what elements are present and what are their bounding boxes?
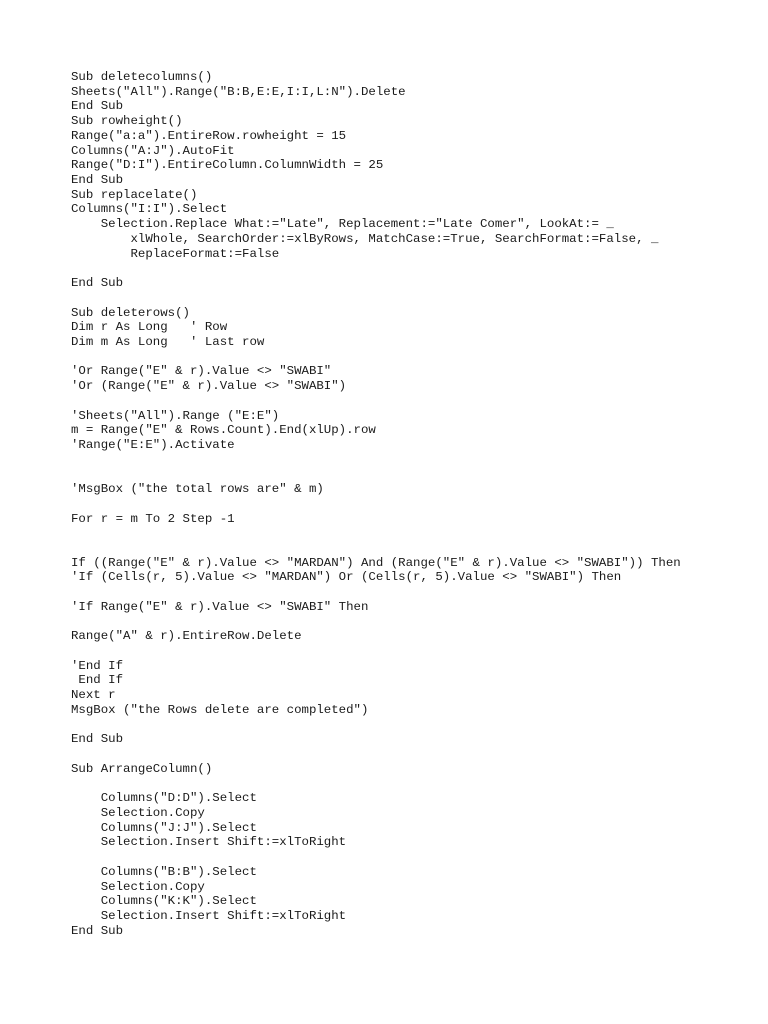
code-line: 'Range("E:E").Activate: [71, 437, 235, 452]
vba-code-listing: [71, 70, 681, 938]
code-line: 'Sheets("All").Range ("E:E"): [71, 408, 280, 423]
code-line: 'Or Range("E" & r).Value <> "SWABI": [71, 364, 332, 379]
code-line: [71, 394, 681, 409]
code-line: [71, 350, 681, 365]
code-line: End Sub: [71, 99, 124, 114]
code-line: End Sub: [71, 732, 124, 747]
code-line: [71, 541, 681, 556]
code-line: Range("A" & r).EntireRow.Delete: [71, 629, 302, 644]
code-line: Dim m As Long ' Last row: [71, 334, 265, 349]
code-line: [71, 718, 681, 733]
code-line: Columns("B:B").Select: [71, 864, 257, 879]
code-line: MsgBox ("the Rows delete are completed"): [71, 702, 369, 717]
code-line: [71, 467, 681, 482]
code-line: Sub replacelate(): [71, 187, 198, 202]
code-line: End Sub: [71, 173, 124, 188]
code-line: End Sub: [71, 276, 124, 291]
code-line: Sheets("All").Range("B:B,E:E,I:I,L:N").Delete: [71, 84, 406, 99]
code-line: 'MsgBox ("the total rows are" & m): [71, 482, 324, 497]
code-line: [71, 261, 681, 276]
code-line: Columns("D:D").Select: [71, 791, 257, 806]
code-line: End If: [71, 673, 124, 688]
code-line: Range("D:I").EntireColumn.ColumnWidth = 25: [71, 158, 384, 173]
code-line: Columns("K:K").Select: [71, 894, 257, 909]
code-line: Columns("I:I").Select: [71, 202, 228, 217]
code-line: For r = m To 2 Step -1: [71, 511, 235, 526]
code-line: Sub ArrangeColumn(): [71, 761, 213, 776]
code-line: If ((Range("E" & r).Value <> "MARDAN") And (Range("E" & r).Value <> "SWABI")) Then: [71, 555, 681, 570]
code-line: End Sub: [71, 923, 124, 938]
code-line: [71, 526, 681, 541]
code-line: [71, 747, 681, 762]
code-line: Selection.Copy: [71, 805, 205, 820]
code-line: Selection.Insert Shift:=xlToRight: [71, 835, 347, 850]
code-line: [71, 850, 681, 865]
code-line: [71, 453, 681, 468]
code-line: ReplaceFormat:=False: [71, 246, 280, 261]
code-line: Sub rowheight(): [71, 114, 183, 129]
code-line: 'If (Cells(r, 5).Value <> "MARDAN") Or (Cells(r, 5).Value <> "SWABI") Then: [71, 570, 622, 585]
code-line: [71, 615, 681, 630]
code-line: [71, 644, 681, 659]
code-line: [71, 291, 681, 306]
code-line: Sub deleterows(): [71, 305, 190, 320]
code-line: Sub deletecolumns(): [71, 70, 213, 84]
code-line: 'Or (Range("E" & r).Value <> "SWABI"): [71, 379, 347, 394]
code-line: Selection.Insert Shift:=xlToRight: [71, 908, 347, 923]
code-line: Columns("A:J").AutoFit: [71, 143, 235, 158]
code-line: 'If Range("E" & r).Value <> "SWABI" Then: [71, 599, 369, 614]
code-line: Selection.Replace What:="Late", Replacement:="Late Comer", LookAt:= _: [71, 217, 614, 232]
code-line: [71, 585, 681, 600]
code-line: m = Range("E" & Rows.Count).End(xlUp).row: [71, 423, 376, 438]
code-line: Columns("J:J").Select: [71, 820, 257, 835]
code-line: xlWhole, SearchOrder:=xlByRows, MatchCase:=True, SearchFormat:=False, _: [71, 231, 659, 246]
code-line: Next r: [71, 688, 116, 703]
code-line: Selection.Copy: [71, 879, 205, 894]
code-line: [71, 497, 681, 512]
code-line: Range("a:a").EntireRow.rowheight = 15: [71, 128, 347, 143]
code-line: [71, 777, 681, 792]
code-line: Dim r As Long ' Row: [71, 320, 228, 335]
code-line: 'End If: [71, 658, 124, 673]
